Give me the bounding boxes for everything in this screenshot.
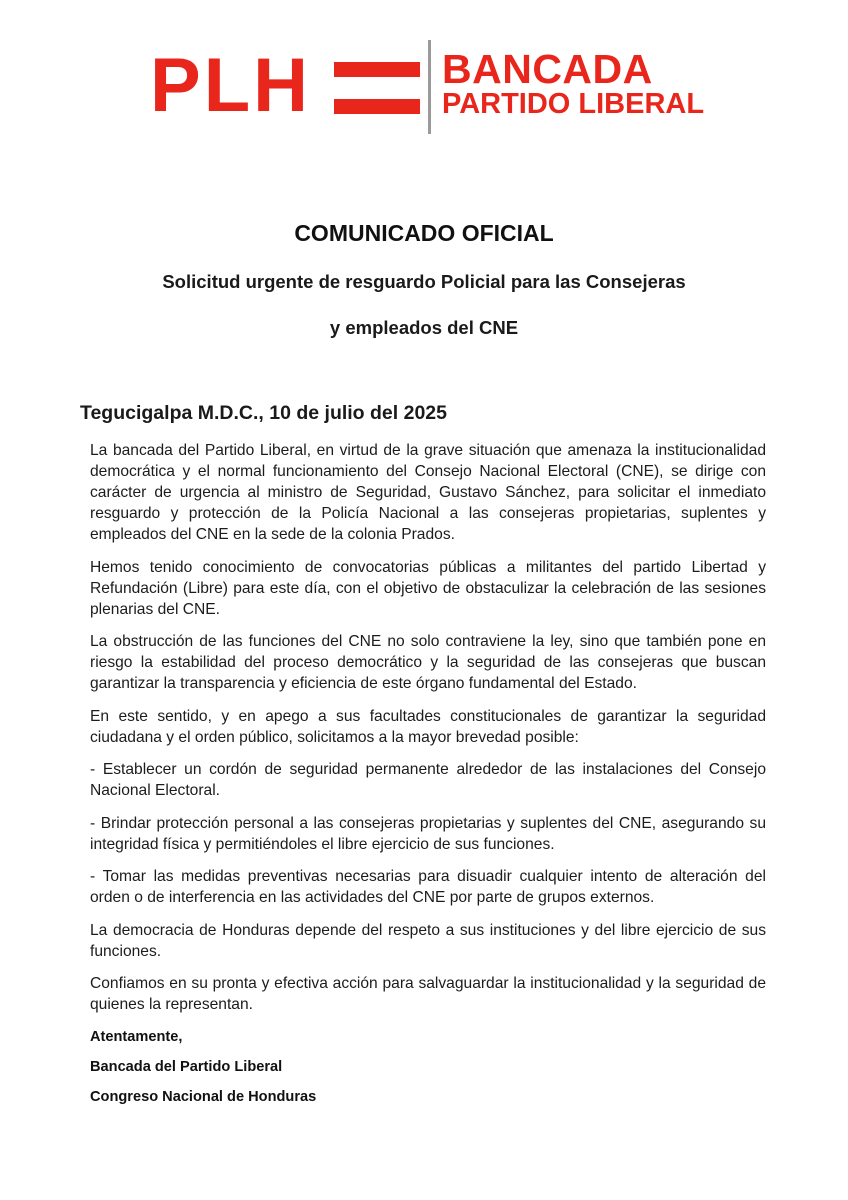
flag-stripes-icon bbox=[334, 62, 420, 114]
logo-divider bbox=[428, 40, 431, 134]
signature-block bbox=[90, 1028, 316, 1118]
document-subtitle-line2: y empleados del CNE bbox=[329, 317, 519, 338]
body-paragraph: La obstrucción de las funciones del CNE no solo contraviene la ley, sino que también pone en riesgo la estabilidad del proceso democrático y la seguridad de las consejeras que buscan garantizar la transparencia y eficiencia de este órgano fundamental del Estado. bbox=[90, 633, 766, 692]
body-paragraph: Hemos tenido conocimiento de convocatorias públicas a militantes del partido Libertad y Refundación (Libre) para este día, con el objetivo de obstaculizar la celebración de las sesiones plenarias del CNE. bbox=[90, 558, 766, 618]
party-logo bbox=[150, 40, 705, 136]
request-item: - Tomar las medidas preventivas necesarias para disuadir cualquier intento de alteración del orden o de interferencia en las actividades del CNE por parte de grupos externos. bbox=[90, 868, 766, 906]
body-paragraph: Confiamos en su pronta y efectiva acción para salvaguardar la institucionalidad y la seguridad de quienes la representan. bbox=[90, 975, 766, 1013]
request-item: - Establecer un cordón de seguridad permanente alrededor de las instalaciones del Consejo Nacional Electoral. bbox=[90, 761, 766, 799]
signatory: Bancada del Partido Liberal bbox=[90, 1059, 283, 1075]
request-item: - Brindar protección personal a las consejeras propietarias y suplentes del CNE, asegurando su integridad física y permitiéndoles el libre ejercicio de sus funciones. bbox=[90, 814, 766, 853]
closing: Atentamente, bbox=[90, 1029, 183, 1045]
document-body bbox=[90, 440, 766, 1027]
document-subtitle-line1: Solicitud urgente de resguardo Policial para las Consejeras bbox=[162, 271, 686, 292]
institution: Congreso Nacional de Honduras bbox=[90, 1089, 317, 1105]
body-paragraph: En este sentido, y en apego a sus facultades constitucionales de garantizar la seguridad ciudadana y el orden público, solicitamos a la mayor brevedad posible: bbox=[90, 707, 766, 746]
document-title: COMUNICADO OFICIAL bbox=[294, 220, 554, 246]
body-paragraph: La bancada del Partido Liberal, en virtud de la grave situación que amenaza la institucionalidad democrática y el normal funcionamiento del Consejo Nacional Electoral (CNE), se dirige con carácter de urgencia al ministro de Seguridad, Gustavo Sánchez, para solicitar el inmediato resguardo y protección de la Policía Nacional a las consejeras propietarias, suplentes y empleados del CNE en la sede de la colonia Prados. bbox=[90, 442, 766, 543]
body-paragraph: La democracia de Honduras depende del respeto a sus instituciones y del libre ejercicio de sus funciones. bbox=[90, 921, 766, 960]
logo-line1: BANCADA bbox=[442, 46, 653, 92]
logo-acronym: PLH bbox=[150, 43, 311, 128]
logo-line2: PARTIDO LIBERAL bbox=[442, 88, 705, 120]
dateline: Tegucigalpa M.D.C., 10 de julio del 2025 bbox=[80, 402, 447, 424]
